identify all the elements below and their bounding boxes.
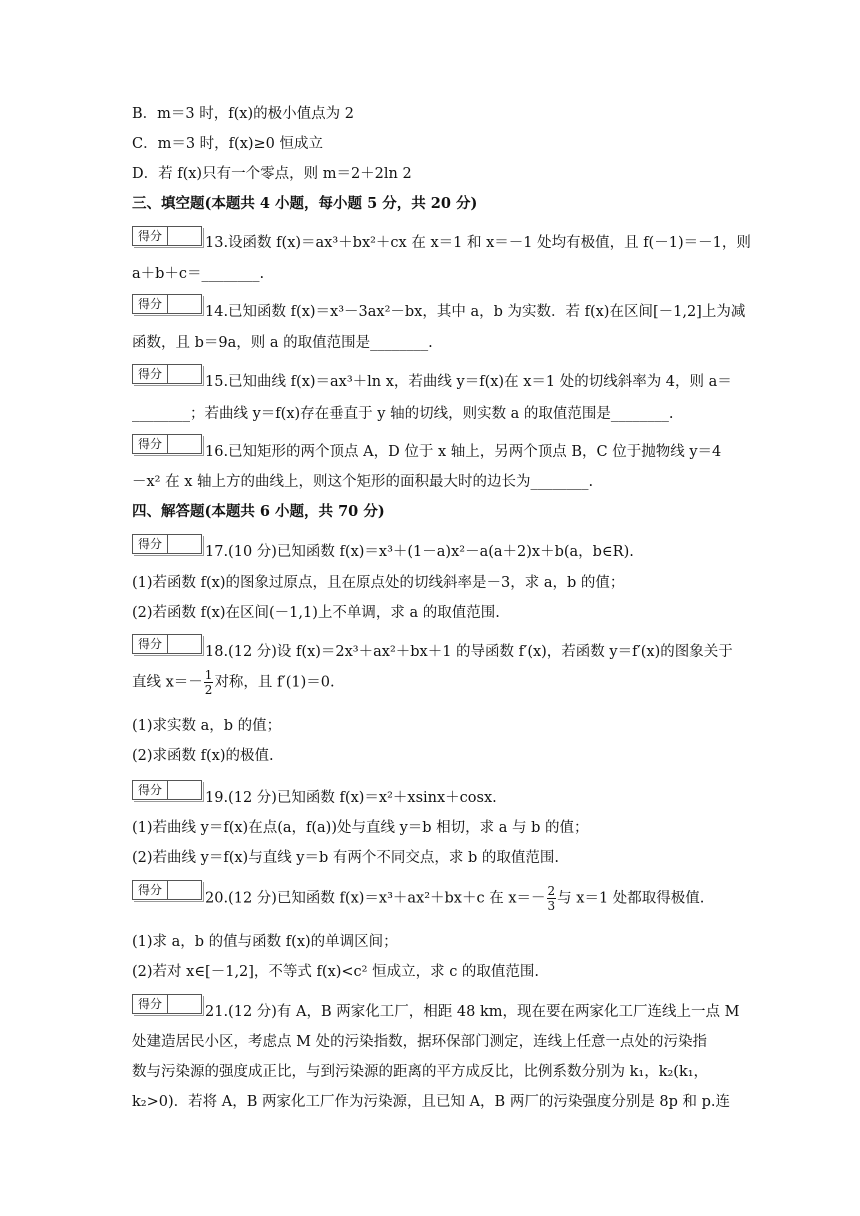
question-21-line4: k₂>0)．若将 A，B 两家化工厂作为污染源，且已知 A，B 两厂的污染强度分别是 8p 和 p.连 bbox=[132, 1094, 731, 1110]
score-label: 得分 bbox=[133, 881, 168, 899]
question-14-line2: 函数，且 b＝9a，则 a 的取值范围是________. bbox=[132, 335, 433, 351]
score-input-area[interactable] bbox=[168, 227, 201, 245]
question-13-line2: a＋b＋c＝________. bbox=[132, 266, 265, 282]
question-19-part1: (1)若曲线 y＝f(x)在点(a，f(a))处与直线 y＝b 相切，求 a 与 b 的值； bbox=[132, 820, 589, 836]
question-20-part1: (1)求 a，b 的值与函数 f(x)的单调区间； bbox=[132, 934, 398, 950]
score-box[interactable] bbox=[132, 880, 202, 900]
question-21-line3: 数与污染源的强度成正比，与到污染源的距离的平方成反比，比例系数分别为 k₁，k₂(k₁， bbox=[132, 1064, 709, 1080]
fraction: $\frac{1}{2}$ bbox=[204, 668, 213, 697]
score-box[interactable] bbox=[132, 534, 202, 554]
score-input-area[interactable] bbox=[168, 365, 201, 383]
question-21-line2: 处建造居民小区，考虑点 M 处的污染指数，据环保部门测定，连线上任意一点处的污染指 bbox=[132, 1034, 708, 1050]
question-13-line1: 13.设函数 f(x)＝ax³＋bx²＋cx 在 x＝1 和 x＝－1 处均有极值，且 f(－1)＝－1，则 bbox=[205, 235, 751, 251]
option-b: B．m＝3 时，f(x)的极小值点为 2 bbox=[132, 106, 354, 122]
score-box[interactable] bbox=[132, 434, 202, 454]
score-input-area[interactable] bbox=[168, 435, 201, 453]
question-18-part1: (1)求实数 a，b 的值； bbox=[132, 718, 282, 734]
score-label: 得分 bbox=[133, 295, 168, 313]
score-input-area[interactable] bbox=[168, 295, 201, 313]
question-15-line1: 15.已知曲线 f(x)＝ax³＋ln x，若曲线 y＝f(x)在 x＝1 处的切线斜率为 4，则 a＝ bbox=[205, 374, 732, 390]
question-18-part2: (2)求函数 f(x)的极值. bbox=[132, 748, 274, 764]
question-17-part2: (2)若函数 f(x)在区间(－1,1)上不单调，求 a 的取值范围. bbox=[132, 605, 500, 621]
question-15-line2: ________；若曲线 y＝f(x)存在垂直于 y 轴的切线，则实数 a 的取值范围是________. bbox=[132, 406, 674, 422]
question-19-part2: (2)若曲线 y＝f(x)与直线 y＝b 有两个不同交点，求 b 的取值范围. bbox=[132, 850, 559, 866]
score-box[interactable] bbox=[132, 634, 202, 654]
score-box[interactable] bbox=[132, 364, 202, 384]
question-18-line2: 直线 x＝－ $\frac{1}{2}$ 对称，且 f′(1)＝0. bbox=[132, 668, 335, 697]
score-label: 得分 bbox=[133, 781, 168, 799]
fraction: $\frac{2}{3}$ bbox=[547, 884, 556, 913]
score-input-area[interactable] bbox=[168, 635, 201, 653]
score-box[interactable] bbox=[132, 994, 202, 1014]
score-label: 得分 bbox=[133, 365, 168, 383]
question-16-line1: 16.已知矩形的两个顶点 A，D 位于 x 轴上，另两个顶点 B，C 位于抛物线 y＝4 bbox=[205, 444, 722, 460]
option-c: C．m＝3 时，f(x)≥0 恒成立 bbox=[132, 136, 324, 152]
score-input-area[interactable] bbox=[168, 881, 201, 899]
question-16-line2: －x² 在 x 轴上方的曲线上，则这个矩形的面积最大时的边长为________. bbox=[132, 474, 594, 490]
section-3-title: 三、填空题(本题共 4 小题，每小题 5 分，共 20 分) bbox=[132, 195, 478, 212]
question-19-line1: 19.(12 分)已知函数 f(x)＝x²＋xsinx＋cosx. bbox=[205, 790, 497, 806]
score-label: 得分 bbox=[133, 635, 168, 653]
score-input-area[interactable] bbox=[168, 995, 201, 1013]
score-label: 得分 bbox=[133, 227, 168, 245]
score-label: 得分 bbox=[133, 535, 168, 553]
question-17-line1: 17.(10 分)已知函数 f(x)＝x³＋(1－a)x²－a(a＋2)x＋b(a，b∈R). bbox=[205, 544, 634, 560]
question-20-line1: 20.(12 分)已知函数 f(x)＝x³＋ax²＋bx＋c 在 x＝－ $\frac{2}{3}$ 与 x＝1 处都取得极值. bbox=[205, 884, 705, 913]
section-4-title: 四、解答题(本题共 6 小题，共 70 分) bbox=[132, 503, 385, 520]
question-20-part2: (2)若对 x∈[－1,2]，不等式 f(x)<c² 恒成立，求 c 的取值范围. bbox=[132, 964, 540, 980]
question-14-line1: 14.已知函数 f(x)＝x³－3ax²－bx，其中 a，b 为实数．若 f(x)在区间[－1,2]上为减 bbox=[205, 304, 746, 320]
score-input-area[interactable] bbox=[168, 535, 201, 553]
score-input-area[interactable] bbox=[168, 781, 201, 799]
score-label: 得分 bbox=[133, 435, 168, 453]
question-21-line1: 21.(12 分)有 A，B 两家化工厂，相距 48 km，现在要在两家化工厂连线上一点 M bbox=[205, 1004, 740, 1020]
question-18-line1: 18.(12 分)设 f(x)＝2x³＋ax²＋bx＋1 的导函数 f′(x)，若函数 y＝f′(x)的图象关于 bbox=[205, 644, 733, 660]
score-box[interactable] bbox=[132, 780, 202, 800]
score-box[interactable] bbox=[132, 294, 202, 314]
score-label: 得分 bbox=[133, 995, 168, 1013]
option-d: D．若 f(x)只有一个零点，则 m＝2＋2ln 2 bbox=[132, 166, 412, 182]
score-box[interactable] bbox=[132, 226, 202, 246]
question-17-part1: (1)若函数 f(x)的图象过原点，且在原点处的切线斜率是－3，求 a，b 的值； bbox=[132, 575, 625, 591]
